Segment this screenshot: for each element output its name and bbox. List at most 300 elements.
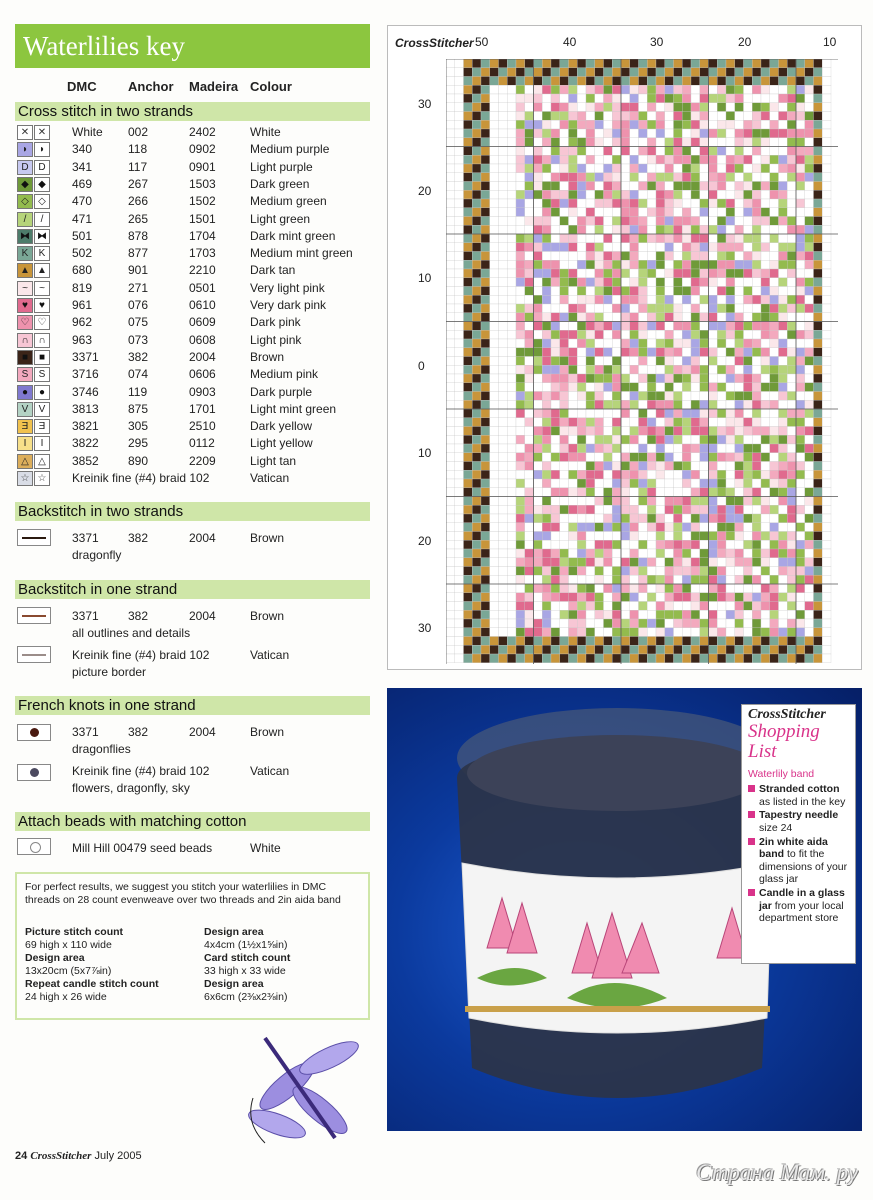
chart-cell [796, 173, 805, 182]
chart-cell [779, 59, 788, 68]
chart-cell [796, 540, 805, 549]
chart-cell [630, 549, 639, 558]
bs1-colour: Brown [250, 609, 285, 623]
chart-cell [665, 199, 674, 208]
chart-cell [507, 94, 516, 103]
chart-cell [805, 68, 814, 77]
chart-cell [700, 77, 709, 86]
chart-cell [551, 558, 560, 567]
chart-cell [542, 549, 551, 558]
chart-cell [595, 357, 604, 366]
chart-cell [691, 217, 700, 226]
chart-cell [709, 234, 718, 243]
chart-cell [744, 392, 753, 401]
chart-cell [796, 68, 805, 77]
chart-cell [805, 619, 814, 628]
cell-madeira: 0606 [189, 367, 216, 382]
chart-cell [735, 584, 744, 593]
chart-cell [805, 304, 814, 313]
chart-cell [779, 208, 788, 217]
chart-cell [752, 479, 761, 488]
chart-cell [604, 540, 613, 549]
chart-cell [700, 278, 709, 287]
chart-cell [717, 409, 726, 418]
chart-cell [726, 505, 735, 514]
chart-cell [560, 409, 569, 418]
chart-cell [787, 418, 796, 427]
cross-stitch-row [15, 435, 370, 452]
chart-cell [822, 444, 831, 453]
chart-cell [770, 120, 779, 129]
chart-cell [717, 94, 726, 103]
chart-cell [621, 252, 630, 261]
chart-cell [656, 313, 665, 322]
chart-cell [822, 645, 831, 654]
cell-colour: Very dark pink [250, 298, 327, 312]
chart-cell [612, 138, 621, 147]
chart-cell [604, 549, 613, 558]
chart-cell [647, 488, 656, 497]
chart-cell [761, 593, 770, 602]
chart-cell [639, 602, 648, 611]
chart-cell [726, 628, 735, 637]
chart-cell [525, 357, 534, 366]
chart-cell [455, 453, 464, 462]
chart-cell [779, 295, 788, 304]
chart-cell [709, 278, 718, 287]
chart-cell [612, 129, 621, 138]
chart-cell [761, 584, 770, 593]
chart-cell [691, 383, 700, 392]
chart-cell [595, 304, 604, 313]
chart-cell [499, 427, 508, 436]
chart-cell [516, 383, 525, 392]
chart-cell [779, 400, 788, 409]
cell-colour: Medium purple [250, 142, 330, 157]
chart-cell [665, 392, 674, 401]
chart-cell [604, 418, 613, 427]
chart-cell [446, 68, 455, 77]
chart-cell [805, 138, 814, 147]
chart-cell [507, 138, 516, 147]
chart-cell [612, 103, 621, 112]
chart-cell [682, 532, 691, 541]
chart-cell [726, 155, 735, 164]
chart-cell [796, 637, 805, 646]
chart-cell [744, 365, 753, 374]
chart-cell [682, 252, 691, 261]
chart-cell [542, 348, 551, 357]
chart-cell [507, 540, 516, 549]
chart-cell [586, 225, 595, 234]
chart-cell [490, 645, 499, 654]
chart-cell [665, 94, 674, 103]
chart-cell [691, 645, 700, 654]
chart-cell [472, 567, 481, 576]
chart-cell [534, 470, 543, 479]
chart-cell [481, 313, 490, 322]
chart-cell [682, 260, 691, 269]
chart-cell [814, 182, 823, 191]
chart-cell [814, 637, 823, 646]
chart-cell [525, 59, 534, 68]
chart-cell [446, 77, 455, 86]
chart-cell [569, 427, 578, 436]
chart-cell [516, 418, 525, 427]
chart-cell [761, 348, 770, 357]
chart-cell [630, 418, 639, 427]
chart-cell [717, 182, 726, 191]
cell-madeira: 1503 [189, 176, 216, 191]
chart-cell [752, 365, 761, 374]
chart-cell [779, 645, 788, 654]
col-madeira: Madeira [189, 79, 239, 94]
chart-cell [805, 357, 814, 366]
chart-cell [682, 295, 691, 304]
chart-cell [709, 462, 718, 471]
chart-cell [490, 549, 499, 558]
chart-cell [796, 427, 805, 436]
chart-cell [709, 357, 718, 366]
chart-cell [805, 593, 814, 602]
chart-cell [822, 322, 831, 331]
chart-cell [525, 567, 534, 576]
chart-cell [464, 339, 473, 348]
chart-cell [656, 348, 665, 357]
chart-cell [639, 199, 648, 208]
chart-cell [551, 199, 560, 208]
chart-cell [516, 488, 525, 497]
chart-cell [770, 575, 779, 584]
chart-cell [621, 479, 630, 488]
chart-cell [709, 479, 718, 488]
tip-picture-label: Picture stitch count [25, 926, 124, 938]
chart-cell [621, 558, 630, 567]
chart-cell [717, 549, 726, 558]
chart-cell [551, 357, 560, 366]
chart-cell [464, 304, 473, 313]
chart-cell [735, 532, 744, 541]
symbol-cell: ⧓ [34, 229, 50, 244]
chart-cell [525, 374, 534, 383]
chart-cell [735, 365, 744, 374]
symbol-cell: ~ [34, 281, 50, 296]
chart-cell [691, 427, 700, 436]
chart-cell [595, 619, 604, 628]
chart-cell [674, 654, 683, 663]
chart-cell [481, 505, 490, 514]
chart-cell [700, 138, 709, 147]
chart-cell [464, 619, 473, 628]
chart-cell [735, 330, 744, 339]
chart-cell [560, 225, 569, 234]
cell-anchor: 266 [128, 194, 149, 209]
chart-cell [647, 392, 656, 401]
chart-cell [717, 330, 726, 339]
chart-cell [472, 59, 481, 68]
chart-cell [604, 567, 613, 576]
chart-cell [665, 243, 674, 252]
chart-cell [464, 514, 473, 523]
chart-cell [534, 182, 543, 191]
chart-cell [735, 217, 744, 226]
chart-cell [569, 103, 578, 112]
chart-cell [717, 348, 726, 357]
chart-cell [639, 479, 648, 488]
chart-cell [525, 94, 534, 103]
chart-cell [604, 532, 613, 541]
chart-cell [551, 252, 560, 261]
chart-cell [507, 435, 516, 444]
chart-cell [577, 94, 586, 103]
chart-cell [455, 610, 464, 619]
chart-cell [814, 287, 823, 296]
chart-cell [490, 322, 499, 331]
chart-cell [814, 225, 823, 234]
chart-cell [621, 103, 630, 112]
chart-cell [507, 470, 516, 479]
chart-cell [507, 182, 516, 191]
chart-cell [490, 479, 499, 488]
knot-dot [30, 728, 39, 737]
chart-cell [639, 234, 648, 243]
chart-cell [604, 278, 613, 287]
chart-cell [709, 295, 718, 304]
chart-cell [621, 348, 630, 357]
chart-cell [490, 505, 499, 514]
chart-cell [569, 199, 578, 208]
chart-cell [525, 77, 534, 86]
chart-cell [612, 287, 621, 296]
symbol-cell: ● [34, 385, 50, 400]
chart-cell [516, 59, 525, 68]
chart-cell [551, 505, 560, 514]
chart-cell [604, 575, 613, 584]
chart-cell [647, 287, 656, 296]
chart-cell [481, 112, 490, 121]
chart-cell [560, 462, 569, 471]
chart-cell [490, 85, 499, 94]
chart-cell [787, 234, 796, 243]
chart-cell [726, 575, 735, 584]
cross-stitch-row [15, 366, 370, 383]
chart-cell [796, 462, 805, 471]
chart-cell [779, 339, 788, 348]
chart-cell [516, 190, 525, 199]
chart-cell [656, 470, 665, 479]
chart-cell [446, 497, 455, 506]
chart-cell [779, 129, 788, 138]
chart-cell [507, 567, 516, 576]
shop-title: Shopping List [748, 720, 820, 762]
chart-cell [805, 173, 814, 182]
chart-cell [752, 392, 761, 401]
chart-cell [560, 435, 569, 444]
chart-cell [551, 138, 560, 147]
chart-cell [490, 567, 499, 576]
chart-cell [446, 637, 455, 646]
chart-cell [665, 374, 674, 383]
chart-cell [822, 103, 831, 112]
shop-item [748, 809, 849, 834]
chart-cell [446, 462, 455, 471]
chart-cell [516, 199, 525, 208]
chart-cell [639, 77, 648, 86]
chart-cell [455, 532, 464, 541]
chart-cell [656, 479, 665, 488]
chart-cell [735, 103, 744, 112]
chart-cell [735, 322, 744, 331]
chart-cell [674, 453, 683, 462]
chart-cell [490, 523, 499, 532]
chart-cell [761, 155, 770, 164]
chart-cell [560, 208, 569, 217]
chart-cell [455, 593, 464, 602]
chart-cell [674, 85, 683, 94]
chart-cell [534, 497, 543, 506]
chart-cell [455, 505, 464, 514]
chart-cell [787, 190, 796, 199]
chart-cell [534, 295, 543, 304]
chart-cell [560, 348, 569, 357]
chart-cell [516, 357, 525, 366]
chart-cell [490, 392, 499, 401]
chart-cell [621, 77, 630, 86]
chart-cell [656, 147, 665, 156]
chart-cell [490, 129, 499, 138]
chart-cell [700, 59, 709, 68]
chart-cell [542, 654, 551, 663]
chart-cell [735, 339, 744, 348]
chart-cell [752, 138, 761, 147]
chart-cell [814, 357, 823, 366]
chart-cell [604, 120, 613, 129]
chart-cell [647, 330, 656, 339]
chart-cell [770, 470, 779, 479]
chart-cell [577, 532, 586, 541]
chart-cell [455, 409, 464, 418]
chart-cell [604, 138, 613, 147]
chart-cell [455, 138, 464, 147]
chart-cell [752, 313, 761, 322]
chart-cell [796, 392, 805, 401]
chart-cell [604, 383, 613, 392]
chart-cell [595, 610, 604, 619]
chart-cell [639, 322, 648, 331]
chart-cell [717, 208, 726, 217]
chart-cell [761, 374, 770, 383]
chart-cell [472, 94, 481, 103]
chart-cell [709, 155, 718, 164]
chart-cell [499, 103, 508, 112]
chart-cell [542, 357, 551, 366]
chart-cell [796, 357, 805, 366]
chart-cell [630, 374, 639, 383]
chart-cell [446, 505, 455, 514]
chart-cell [779, 112, 788, 121]
chart-cell [490, 435, 499, 444]
beads-heading: Attach beads with matching cotton [15, 812, 370, 831]
chart-cell [455, 129, 464, 138]
chart-cell [577, 567, 586, 576]
chart-cell [700, 593, 709, 602]
chart-cell [472, 435, 481, 444]
chart-cell [647, 479, 656, 488]
chart-cell [577, 147, 586, 156]
chart-cell [577, 409, 586, 418]
chart-cell [735, 400, 744, 409]
chart-cell [595, 173, 604, 182]
chart-cell [612, 374, 621, 383]
chart-cell [814, 602, 823, 611]
chart-cell [761, 304, 770, 313]
chart-cell [674, 558, 683, 567]
chart-cell [709, 628, 718, 637]
chart-cell [639, 549, 648, 558]
chart-cell [682, 383, 691, 392]
chart-cell [787, 208, 796, 217]
chart-cell [656, 304, 665, 313]
chart-cell [744, 278, 753, 287]
chart-cell [822, 549, 831, 558]
chart-cell [569, 444, 578, 453]
chart-cell [752, 619, 761, 628]
chart-cell [770, 593, 779, 602]
symbol-cell: △ [34, 454, 50, 469]
cell-colour: Dark purple [250, 384, 313, 399]
chart-cell [682, 217, 691, 226]
chart-cell [577, 217, 586, 226]
chart-cell [639, 444, 648, 453]
chart-cell [735, 155, 744, 164]
chart-cell [560, 129, 569, 138]
chart-cell [525, 120, 534, 129]
chart-cell [499, 208, 508, 217]
chart-cell [796, 234, 805, 243]
chart-cell [717, 532, 726, 541]
cell-anchor: 901 [128, 263, 149, 278]
chart-cell [621, 505, 630, 514]
chart-cell [455, 365, 464, 374]
chart-cell [542, 155, 551, 164]
chart-cell [700, 295, 709, 304]
chart-cell [525, 418, 534, 427]
chart-cell [595, 129, 604, 138]
chart-cell [604, 129, 613, 138]
chart-cell [542, 462, 551, 471]
chart-cell [700, 164, 709, 173]
chart-cell [481, 252, 490, 261]
chart-cell [499, 269, 508, 278]
chart-cell [691, 304, 700, 313]
chart-cell [682, 470, 691, 479]
chart-cell [770, 199, 779, 208]
chart-cell [814, 94, 823, 103]
chart-cell [534, 505, 543, 514]
chart-cell [726, 138, 735, 147]
chart-cell [542, 199, 551, 208]
chart-cell [604, 322, 613, 331]
chart-cell [551, 593, 560, 602]
chart-cell [630, 173, 639, 182]
chart-cell [752, 654, 761, 663]
chart-cell [761, 444, 770, 453]
chart-cell [761, 637, 770, 646]
chart-cell [612, 68, 621, 77]
chart-cell [604, 628, 613, 637]
chart-cell [674, 435, 683, 444]
chart-cell [586, 217, 595, 226]
